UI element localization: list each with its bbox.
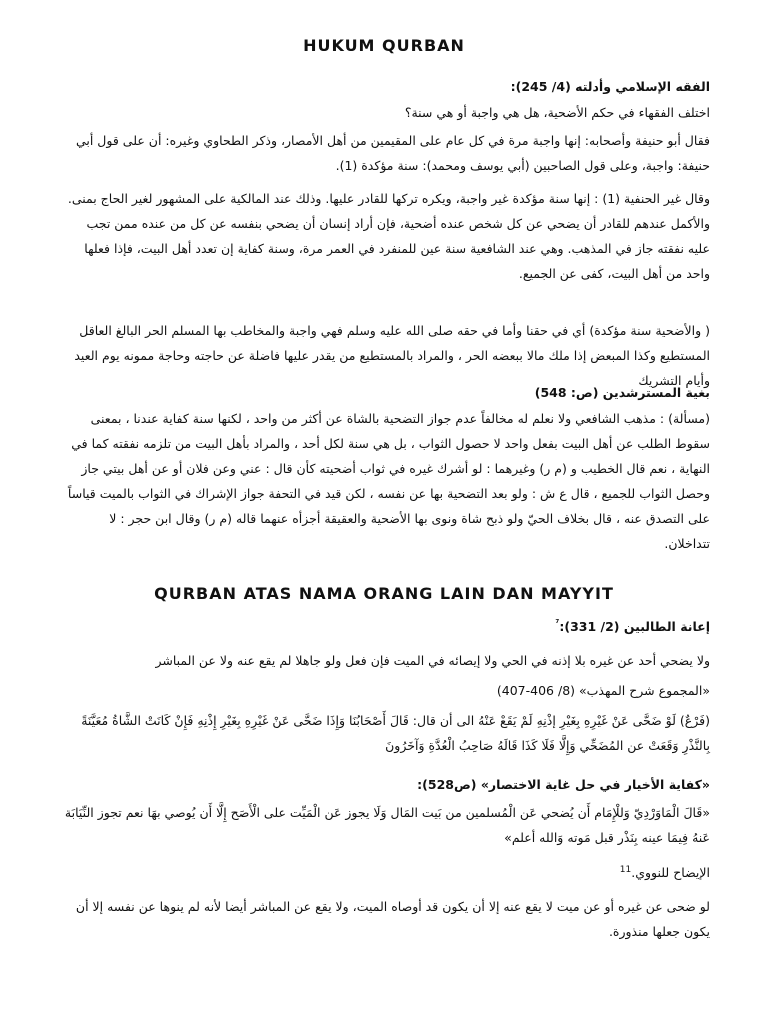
heading-ianah-text: إعانة الطالبين (2/ 331): [559,619,710,635]
heading-idhah [62,858,710,885]
heading-fiqh-islami: الفقه الإسلامي وأدلته (4/ 245): [510,79,710,94]
paragraph-majmu: (فَرْعٌ) لَوْ ضَحَّى عَنْ غَيْرِهِ بِغَيْرِ إذْنِهِ لَمْ يَقَعْ عَنْهُ الى أن قال: قَالَ أَصْحَابُنَا وَإِذَا ضَحَّى عَنْ غَيْرِهِ بِغَيْرِ إِذْنِهِ فَإِنْ كَانَتْ الشَّاةُ مُعَيَّنَةً بِالنَّذْرِ وَقَعَتْ عن المُضَحِّي وَإِلَّا فَلَا كَذَا قَالَهُ صَاحِبُ الْعُدَّةِ وَآخَرُونَ [81,713,710,753]
paragraph-idhah: لو ضحى عن غيره أو عن ميت لا يقع عنه إلا أن يكون قد أوصاه الميت، ولا يقع عن المباشر أيضا لأنه لم ينوها عن نفسه إلا أن يكون جعلها منذورة. [75,899,710,939]
footnote-marker-idhah: 11 [619,865,632,875]
paragraph-fiqh-question: اختلف الفقهاء في حكم الأضحية، هل هي واجبة أو هي سنة؟ [404,105,710,120]
paragraph-kifayah: «قَالَ الْمَاوَرْدِيّ وَللْإِمَام أَن يُضحي عَن الْمُسلمين من بَيت المَال وَلَا يجوز عَن الْمَيِّت على الْأَصَح إِلَّا أَن يُوصي بهَا نعم تجوز النِّيَابَة عَنهُ فِيمَا عينه بِنَذْر قبل مَوته وَالله أعلم» [64,805,710,845]
heading-bughyah: بغية المسترشدين (ص: 548) [534,385,710,400]
heading-majmu: «المجموع شرح المهذب» (8/ 406-407) [496,683,710,698]
heading-ianah [62,612,710,639]
paragraph-bughyah-masalah: (مسألة) : مذهب الشافعي ولا نعلم له مخالفاً عدم جواز التضحية بالشاة عن أكثر من واحد ، لكنها سنة كفاية عندنا ، بمعنى سقوط الطلب عن أهل البيت بفعل واحد لا حصول الثواب ، بل هي سنة لكل أحد ، والمراد بأهل البيت من تلزمه نفقته كما في النهاية ، نعم قال الخطيب و (م ر) وغيرهما : لو أشرك غيره في ثواب أضحيته كأن قال : عني وعن فلان أو عن أهل بيتي جاز وحصل الثواب للجميع ، قال ع ش : ولو بعد التضحية بها عن نفسه ، لكن قيد في التحفة جواز الإشراك في الثواب بالميت قياساً على التصدق عنه ، قال بخلاف الحيّ ولو ذبح شاة ونوى بها الأضحية والعقيقة أجزأه عنهما قاله (م ر) وقال ابن حجر : لا تتداخلان. [67,411,710,551]
section-title-qurban-orang-lain: QURBAN ATAS NAMA ORANG LAIN DAN MAYYIT [154,584,614,603]
heading-idhah-text: الإيضاح للنووي. [631,865,710,881]
heading-kifayah: «كفاية الأخيار في حل غاية الاختصار» (ص528): [417,777,710,792]
footnote-marker-ianah: ⁷ [555,619,560,629]
section-title-hukum-qurban: HUKUM QURBAN [303,36,465,55]
paragraph-udhiyah-sunnah: ( والأضحية سنة مؤكدة) أي في حقنا وأما في حقه صلى الله عليه وسلم فهي واجبة والمخاطب بها المسلم الحر البالغ العاقل المستطيع وكذا المبعض إذا ملك مالا ببعضه الحر ، والمراد بالمستطيع من يقدر عليها فاضلة عن حاجته وحاجة ممونه يوم العيد وأيام التشريك [74,323,710,388]
paragraph-hanafi-view: فقال أبو حنيفة وأصحابه: إنها واجبة مرة في كل عام على المقيمين من أهل الأمصار، وذكر الطحاوي وغيره: أن على قول أبي حنيفة: واجبة، وعلى قول الصاحبين (أبي يوسف ومحمد): سنة مؤكدة (1). [75,133,710,173]
paragraph-ianah: ولا يضحي أحد عن غيره بلا إذنه في الحي ولا إيصائه في الميت فإن فعل ولو جاهلا لم يقع عنه ولا عن المباشر [155,653,710,668]
paragraph-non-hanafi-view: وقال غير الحنفية (1) : إنها سنة مؤكدة غير واجبة، ويكره تركها للقادر عليها. وذلك عند المالكية على المشهور لغير الحاج بمنى. والأكمل عندهم للقادر أن يضحي عن كل شخص عنده أضحية، فإن أراد إنسان أن يضحي بنفسه عن كل من عنده ممن تجب عليه نفقته جاز في المذهب. وهي عند الشافعية سنة عين للمنفرد في العمر مرة، وسنة كفاية إن تعدد أهل البيت، فإذا فعلها واحد من أهل البيت، كفى عن الجميع. [67,191,710,281]
